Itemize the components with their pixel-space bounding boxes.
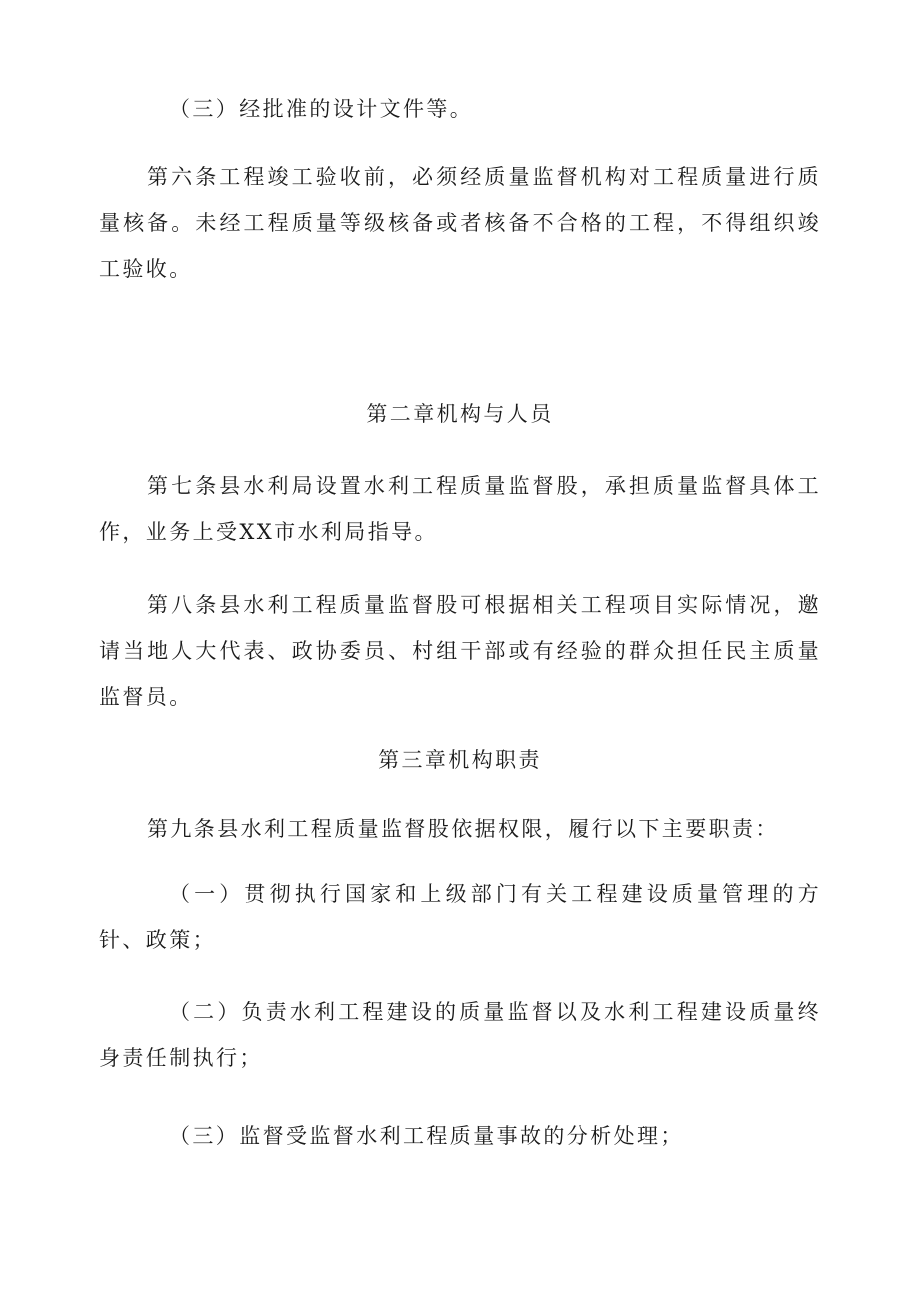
paragraph-article8: 第八条县水利工程质量监督股可根据相关工程项目实际情况，邀请当地人大代表、政协委员、村组干部或有经验的群众担任民主质量监督员。 — [99, 593, 821, 709]
paragraph-article6: 第六条工程竣工验收前，必须经质量监督机构对工程质量进行质量核备。未经工程质量等级核备或者核备不合格的工程，不得组织竣工验收。 — [99, 165, 821, 281]
paragraph-duty3: （三）监督受监督水利工程质量事故的分析处理； — [169, 1124, 684, 1148]
paragraph-duty2: （二）负责水利工程建设的质量监督以及水利工程建设质量终身责任制执行； — [99, 1000, 821, 1070]
chapter2-heading: 第二章机构与人员 — [366, 402, 554, 426]
paragraph-item3-design-docs: （三）经批准的设计文件等。 — [169, 97, 474, 121]
paragraph-duty1: （一）贯彻执行国家和上级部门有关工程建设质量管理的方针、政策； — [99, 882, 821, 952]
paragraph-article9: 第九条县水利工程质量监督股依据权限，履行以下主要职责： — [147, 817, 779, 841]
chapter3-heading: 第三章机构职责 — [378, 748, 542, 772]
paragraph-article7: 第七条县水利局设置水利工程质量监督股，承担质量监督具体工作，业务上受XX市水利局指导。 — [99, 474, 821, 544]
